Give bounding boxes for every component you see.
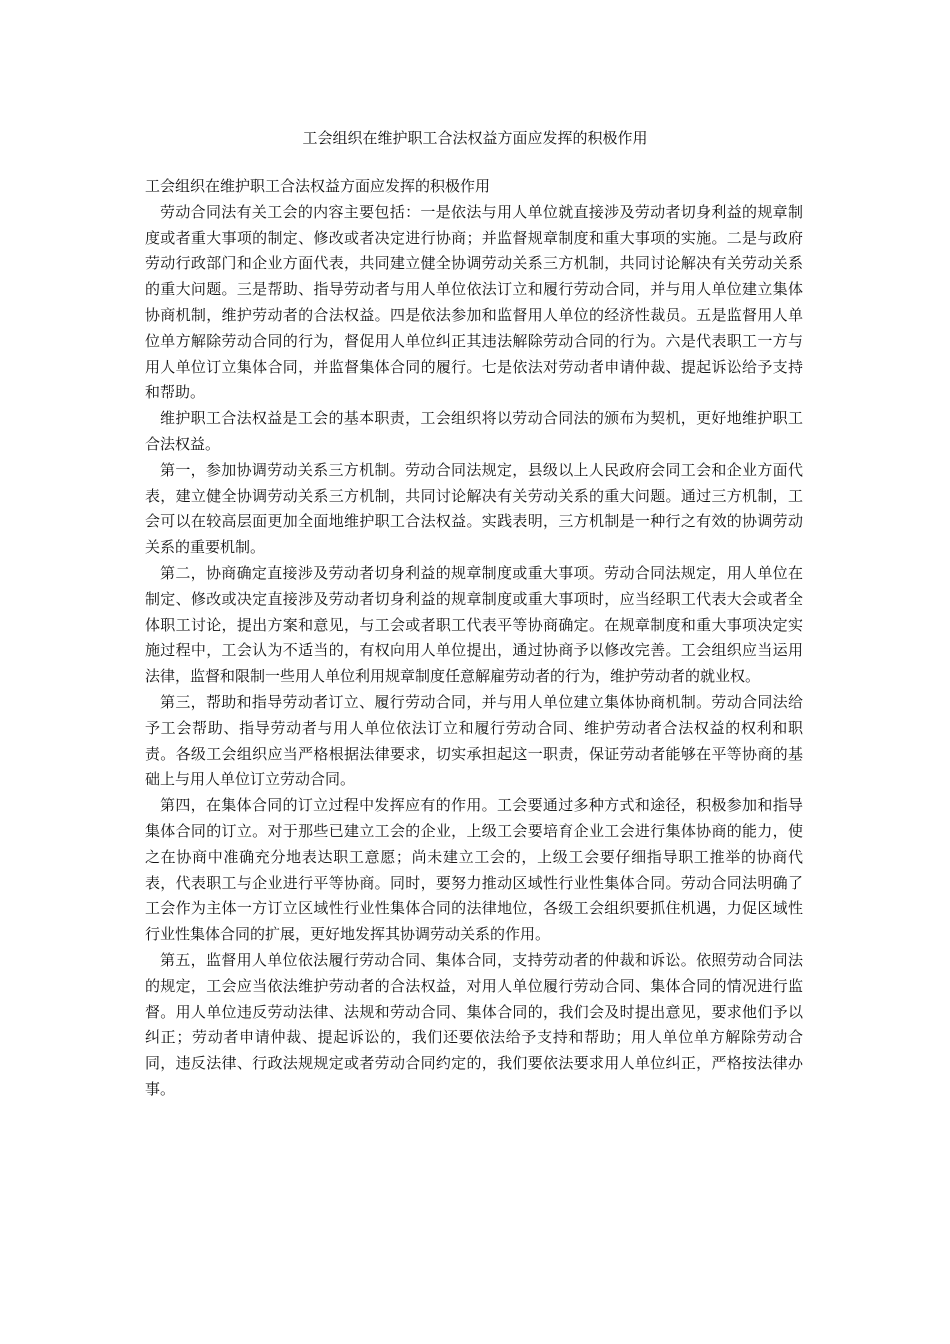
paragraph-fourth: 第四，在集体合同的订立过程中发挥应有的作用。工会要通过多种方式和途径，积极参加和指导集体合同的订立。对于那些已建立工会的企业，上级工会要培育企业工会进行集体协商的能力，使之在协商中准确充分地表达职工意愿；尚未建立工会的，上级工会要仔细指导职工推举的协商代表，代表职工与企业进行平等协商。同时，要努力推动区域性行业性集体合同。劳动合同法明确了工会作为主体一方订立区域性行业性集体合同的法律地位，各级工会组织要抓住机遇，力促区域性行业性集体合同的扩展，更好地发挥其协调劳动关系的作用。 [145, 796, 803, 944]
paragraph-second: 第二，协商确定直接涉及劳动者切身利益的规章制度或重大事项。劳动合同法规定，用人单位在制定、修改或决定直接涉及劳动者切身利益的规章制度或重大事项时，应当经职工代表大会或者全体职工讨论，提出方案和意见，与工会或者职工代表平等协商确定。在规章制度和重大事项决定实施过程中，工会认为不适当的，有权向用人单位提出，通过协商予以修改完善。工会组织应当运用法律，监督和限制一些用人单位利用规章制度任意解雇劳动者的行为，维护劳动者的就业权。 [145, 563, 803, 686]
paragraph-third: 第三，帮助和指导劳动者订立、履行劳动合同，并与用人单位建立集体协商机制。劳动合同法给予工会帮助、指导劳动者与用人单位依法订立和履行劳动合同、维护劳动者合法权益的权利和职责。各级工会组织应当严格根据法律要求，切实承担起这一职责，保证劳动者能够在平等协商的基础上与用人单位订立劳动合同。 [145, 692, 803, 789]
document-subtitle: 工会组织在维护职工合法权益方面应发挥的积极作用 [145, 177, 491, 195]
paragraph-first: 第一，参加协调劳动关系三方机制。劳动合同法规定，县级以上人民政府会同工会和企业方面代表，建立健全协调劳动关系三方机制，共同讨论解决有关劳动关系的重大问题。通过三方机制，工会可以在较高层面更加全面地维护职工合法权益。实践表明，三方机制是一种行之有效的协调劳动关系的重要机制。 [145, 460, 803, 557]
paragraph-overview: 劳动合同法有关工会的内容主要包括：一是依法与用人单位就直接涉及劳动者切身利益的规章制度或者重大事项的制定、修改或者决定进行协商；并监督规章制度和重大事项的实施。二是与政府劳动行政部门和企业方面代表，共同建立健全协调劳动关系三方机制，共同讨论解决有关劳动关系的重大问题。三是帮助、指导劳动者与用人单位依法订立和履行劳动合同，并与用人单位建立集体协商机制，维护劳动者的合法权益。四是依法参加和监督用人单位的经济性裁员。五是监督用人单位单方解除劳动合同的行为，督促用人单位纠正其违法解除劳动合同的行为。六是代表职工一方与用人单位订立集体合同，并监督集体合同的履行。七是依法对劳动者申请仲裁、提起诉讼给予支持和帮助。 [145, 202, 803, 402]
document-title: 工会组织在维护职工合法权益方面应发挥的积极作用 [302, 129, 648, 147]
paragraph-basic-duty: 维护职工合法权益是工会的基本职责，工会组织将以劳动合同法的颁布为契机，更好地维护职工合法权益。 [145, 409, 803, 453]
paragraph-fifth: 第五，监督用人单位依法履行劳动合同、集体合同，支持劳动者的仲裁和诉讼。依照劳动合同法的规定，工会应当依法维护劳动者的合法权益，对用人单位履行劳动合同、集体合同的情况进行监督。用人单位违反劳动法律、法规和劳动合同、集体合同的，我们会及时提出意见，要求他们予以纠正；劳动者申请仲裁、提起诉讼的，我们还要依法给予支持和帮助；用人单位单方解除劳动合同，违反法律、行政法规规定或者劳动合同约定的，我们要依法要求用人单位纠正，严格按法律办事。 [145, 950, 803, 1098]
document-body [145, 174, 803, 1103]
